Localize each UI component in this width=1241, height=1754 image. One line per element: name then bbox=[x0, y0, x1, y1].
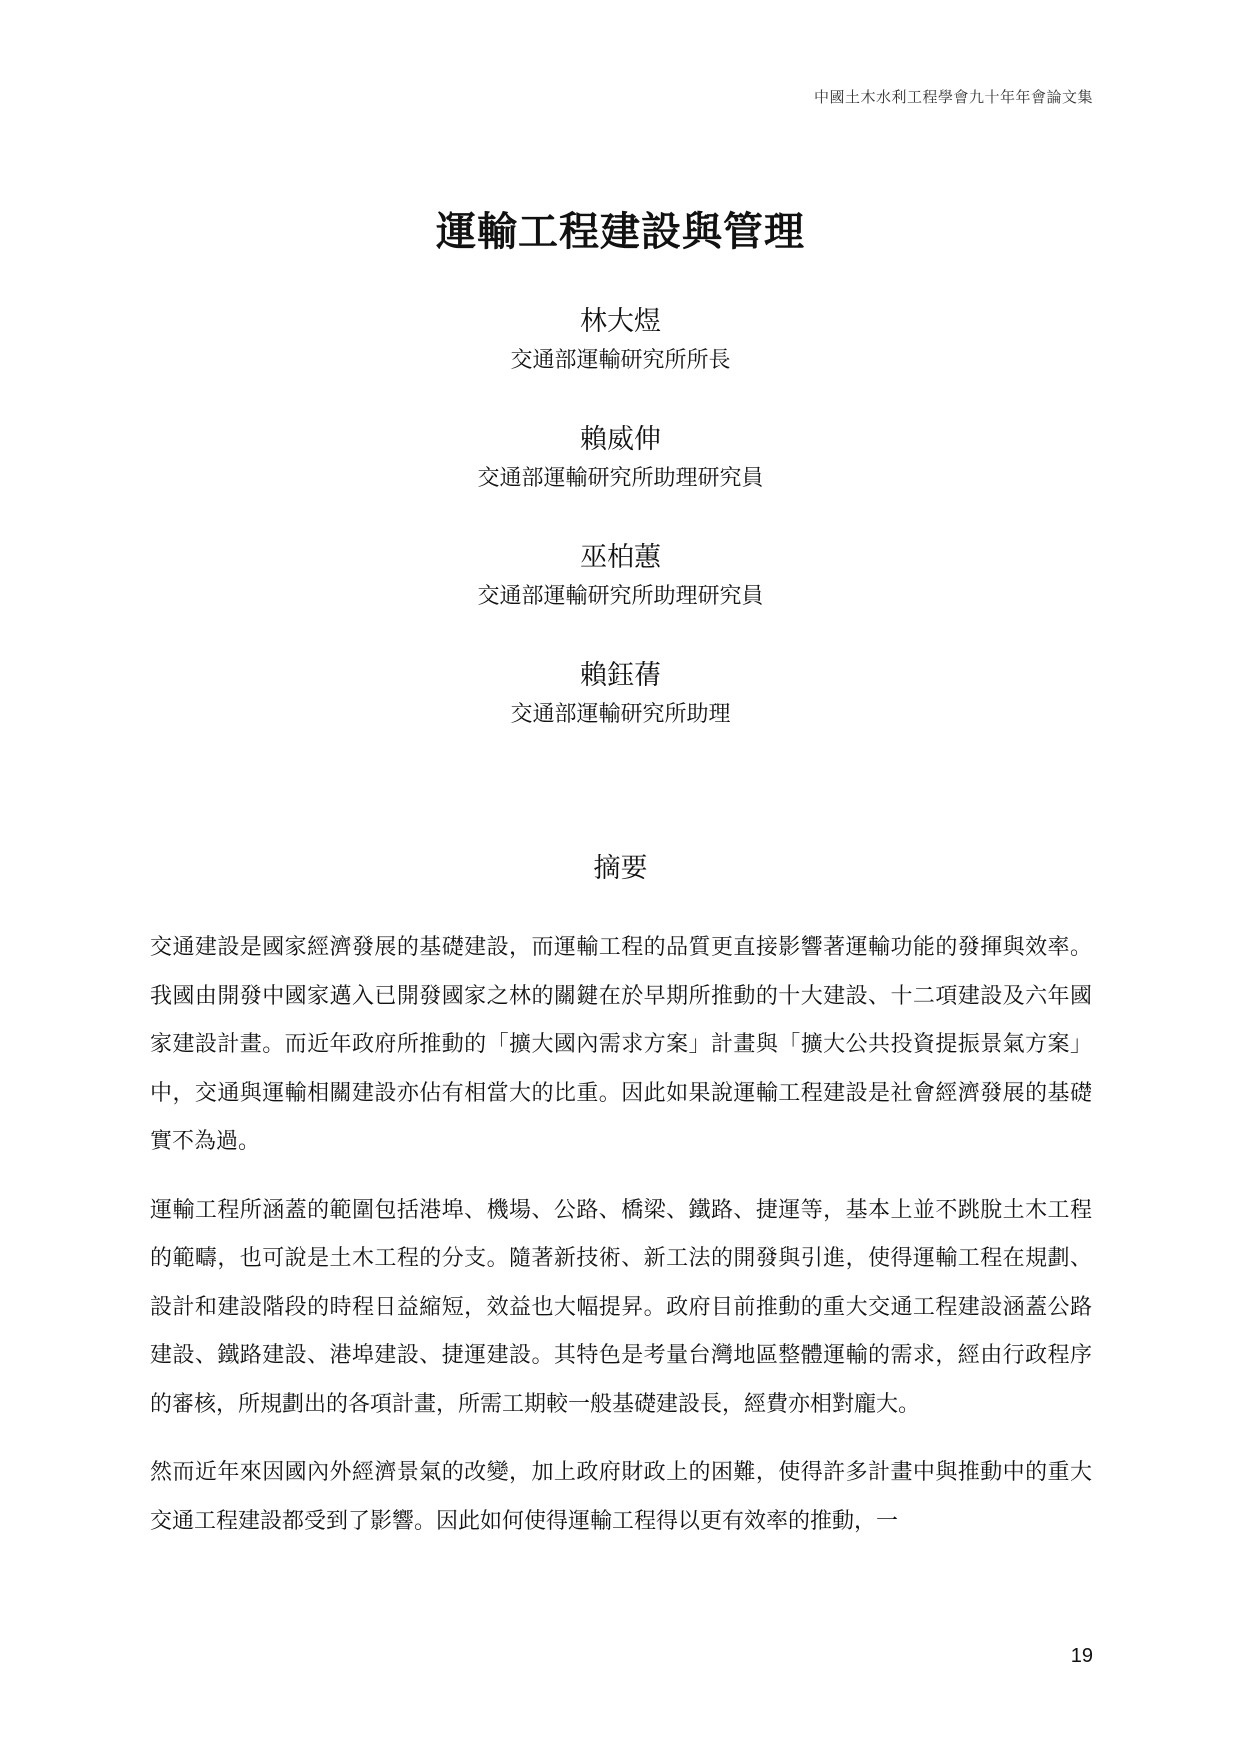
author-list bbox=[0, 304, 1241, 776]
author-affiliation: 交通部運輸研究所助理 bbox=[510, 702, 731, 727]
abstract-heading: 摘要 bbox=[593, 853, 648, 884]
author-affiliation: 交通部運輸研究所助理研究員 bbox=[477, 466, 764, 491]
author-block bbox=[0, 540, 1241, 658]
author-name: 巫柏蕙 bbox=[580, 542, 661, 573]
author-block bbox=[0, 658, 1241, 776]
abstract-paragraph: 運輸工程所涵蓋的範圍包括港埠、機場、公路、橋梁、鐵路、捷運等，基本上並不跳脫土木工程的範疇，也可說是土木工程的分支。隨著新技術、新工法的開發與引進，使得運輸工程在規劃、設計和建設階段的時程日益縮短，效益也大幅提昇。政府目前推動的重大交通工程建設涵蓋公路建設、鐵路建設、港埠建設、捷運建設。其特色是考量台灣地區整體運輸的需求，經由行政程序的審核，所規劃出的各項計畫，所需工期較一般基礎建設長，經費亦相對龐大。 bbox=[150, 1197, 1092, 1417]
author-affiliation: 交通部運輸研究所所長 bbox=[510, 348, 731, 373]
author-name: 林大煜 bbox=[580, 306, 661, 337]
author-block bbox=[0, 422, 1241, 540]
abstract-paragraph: 交通建設是國家經濟發展的基礎建設，而運輸工程的品質更直接影響著運輸功能的發揮與效率。我國由開發中國家邁入已開發國家之林的關鍵在於早期所推動的十大建設、十二項建設及六年國家建設計畫。而近年政府所推動的「擴大國內需求方案」計畫與「擴大公共投資提振景氣方案」中，交通與運輸相關建設亦佔有相當大的比重。因此如果說運輸工程建設是社會經濟發展的基礎實不為過。 bbox=[150, 935, 1092, 1154]
running-header: 中國土木水利工程學會九十年年會論文集 bbox=[813, 88, 1093, 106]
abstract-paragraph: 然而近年來因國內外經濟景氣的改變，加上政府財政上的困難，使得許多計畫中與推動中的重大交通工程建設都受到了影響。因此如何使得運輸工程得以更有效率的推動，一 bbox=[150, 1460, 1092, 1534]
author-name: 賴威伸 bbox=[580, 424, 661, 455]
author-name: 賴鈺蒨 bbox=[580, 660, 661, 691]
paper-title: 運輸工程建設與管理 bbox=[436, 209, 805, 255]
abstract-body bbox=[150, 924, 1092, 1566]
author-affiliation: 交通部運輸研究所助理研究員 bbox=[477, 584, 764, 609]
page-number: 19 bbox=[1070, 1645, 1093, 1667]
author-block bbox=[0, 304, 1241, 422]
